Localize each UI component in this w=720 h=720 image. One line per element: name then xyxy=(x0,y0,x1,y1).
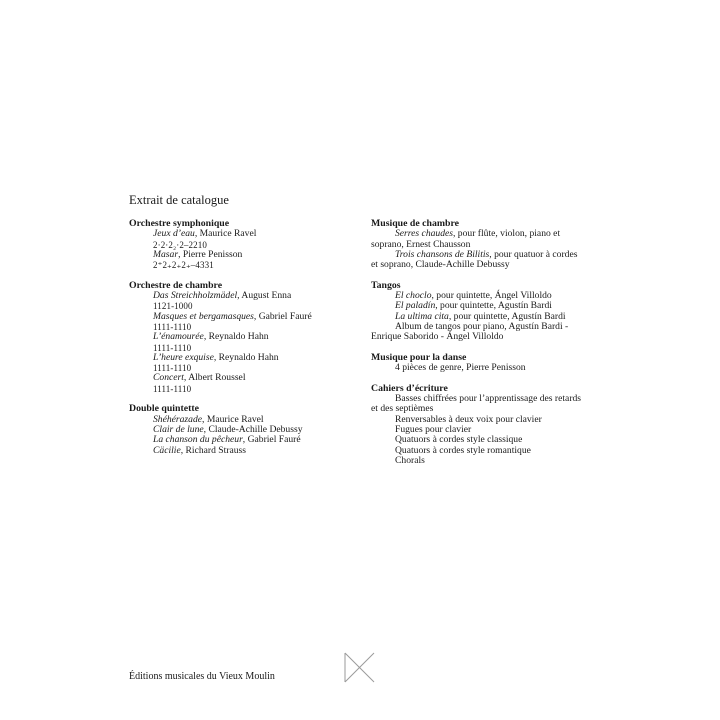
instrumentation-code: 2⁺2₊2₊2₊–4331 xyxy=(153,260,214,271)
entry-details: , Gabriel Fauré xyxy=(253,310,312,322)
catalogue-entry xyxy=(129,332,354,342)
entry-details: , pour flûte, violon, piano et soprano, Ernest Chausson xyxy=(371,228,561,250)
work-title: La chanson du pêcheur xyxy=(153,434,243,446)
work-title: La ultima cita xyxy=(395,310,449,322)
work-title: L’énamourée xyxy=(153,331,204,343)
page-title: Extrait de catalogue xyxy=(129,193,229,207)
work-title: Das Streichholzmädel xyxy=(153,290,238,302)
entry-details: Fugues pour clavier xyxy=(395,423,472,435)
catalogue-entry xyxy=(371,363,586,373)
entry-details: , Maurice Ravel xyxy=(202,413,264,425)
work-title: Shéhérazade xyxy=(153,413,203,425)
catalogue-entry xyxy=(371,250,586,271)
publisher-name: Éditions musicales du Vieux Moulin xyxy=(129,671,275,682)
entry-details: Album de tangos pour piano, Agustín Bardi - Enrique Saborido - Ángel Villoldo xyxy=(371,320,569,343)
entry-details: Basses chiffrées pour l’apprentissage des retards et des septièmes xyxy=(371,393,582,415)
entry-details: , pour quintette, Agustín Bardi xyxy=(448,310,566,322)
catalogue-entry xyxy=(129,229,354,239)
entry-details: , Maurice Ravel xyxy=(194,228,257,240)
instrumentation-code: 1111-1110 xyxy=(153,321,192,332)
catalogue-section xyxy=(129,404,354,455)
catalogue-entry xyxy=(129,353,354,363)
work-title: Concert xyxy=(153,372,184,384)
entry-details: , Albert Roussel xyxy=(183,372,246,384)
catalogue-entry xyxy=(129,312,354,322)
catalogue-section xyxy=(129,281,354,394)
entry-details: 4 pièces de genre, Pierre Penisson xyxy=(395,362,526,374)
entry-details: , pour quintette, Agustín Bardi xyxy=(435,300,552,312)
work-title: Jeux d’eau xyxy=(153,228,195,240)
work-title: El choclo xyxy=(395,290,432,302)
catalogue-entry xyxy=(371,394,586,415)
work-title: Cäcilie xyxy=(153,444,181,456)
instrumentation-code: 1111-1110 xyxy=(153,363,192,374)
section-heading: Orchestre de chambre xyxy=(129,279,223,291)
entry-details: , Reynaldo Hahn xyxy=(213,351,279,363)
catalogue-section xyxy=(371,384,586,466)
entry-details: , Pierre Penisson xyxy=(178,248,243,260)
section-heading: Tangos xyxy=(371,279,401,291)
entry-details: Chorals xyxy=(395,454,425,466)
catalogue-entry xyxy=(129,446,354,456)
instrumentation-code: 2·2·2₂·2–2210 xyxy=(153,239,207,250)
entry-details: , Gabriel Fauré xyxy=(242,434,301,446)
catalogue-section xyxy=(371,353,586,374)
catalogue-section xyxy=(129,219,354,270)
section-heading: Cahiers d’écriture xyxy=(371,382,448,394)
catalogue-right-column xyxy=(371,219,586,476)
entry-details: , Reynaldo Hahn xyxy=(203,331,269,343)
vieux-moulin-logo-icon xyxy=(343,651,376,684)
entry-details: , Claude-Achille Debussy xyxy=(203,423,303,435)
catalogue-section xyxy=(371,219,586,270)
catalogue-left-column xyxy=(129,219,354,466)
instrumentation-code: 1111-1110 xyxy=(153,342,192,353)
entry-details: Renversables à deux voix pour clavier xyxy=(395,413,542,425)
catalogue-entry xyxy=(371,322,586,343)
work-title: Trois chansons de Bilitis xyxy=(395,248,490,260)
catalogue-entry xyxy=(371,456,586,466)
entry-details: , pour quintette, Ángel Villoldo xyxy=(431,290,552,302)
section-heading: Orchestre symphonique xyxy=(129,218,230,229)
entry-details: , Richard Strauss xyxy=(180,444,247,456)
entry-details: Quatuors à cordes style classique xyxy=(395,434,523,446)
entry-details: , August Enna xyxy=(237,290,292,302)
work-title: Clair de lune xyxy=(153,423,204,435)
work-title: El paladín xyxy=(395,300,436,312)
section-heading: Musique de chambre xyxy=(371,218,459,229)
section-heading: Double quintette xyxy=(129,403,199,415)
catalogue-section xyxy=(371,281,586,343)
entry-details: Quatuors à cordes style romantique xyxy=(395,444,531,456)
catalogue-entry xyxy=(129,373,354,383)
instrumentation-code: 1111-1110 xyxy=(153,383,192,394)
entry-details: , pour quatuor à cordes et soprano, Claude-Achille Debussy xyxy=(371,248,578,271)
work-title: Masques et bergamasques xyxy=(153,310,254,322)
work-title: Masar xyxy=(153,248,179,260)
work-title: L’heure exquise xyxy=(153,351,214,363)
catalogue-entry xyxy=(371,229,586,250)
catalogue-entry xyxy=(129,250,354,260)
instrumentation-code: 1121-1000 xyxy=(153,301,193,312)
section-heading: Musique pour la danse xyxy=(371,351,467,363)
catalogue-entry xyxy=(129,291,354,301)
work-title: Serres chaudes xyxy=(395,228,453,240)
